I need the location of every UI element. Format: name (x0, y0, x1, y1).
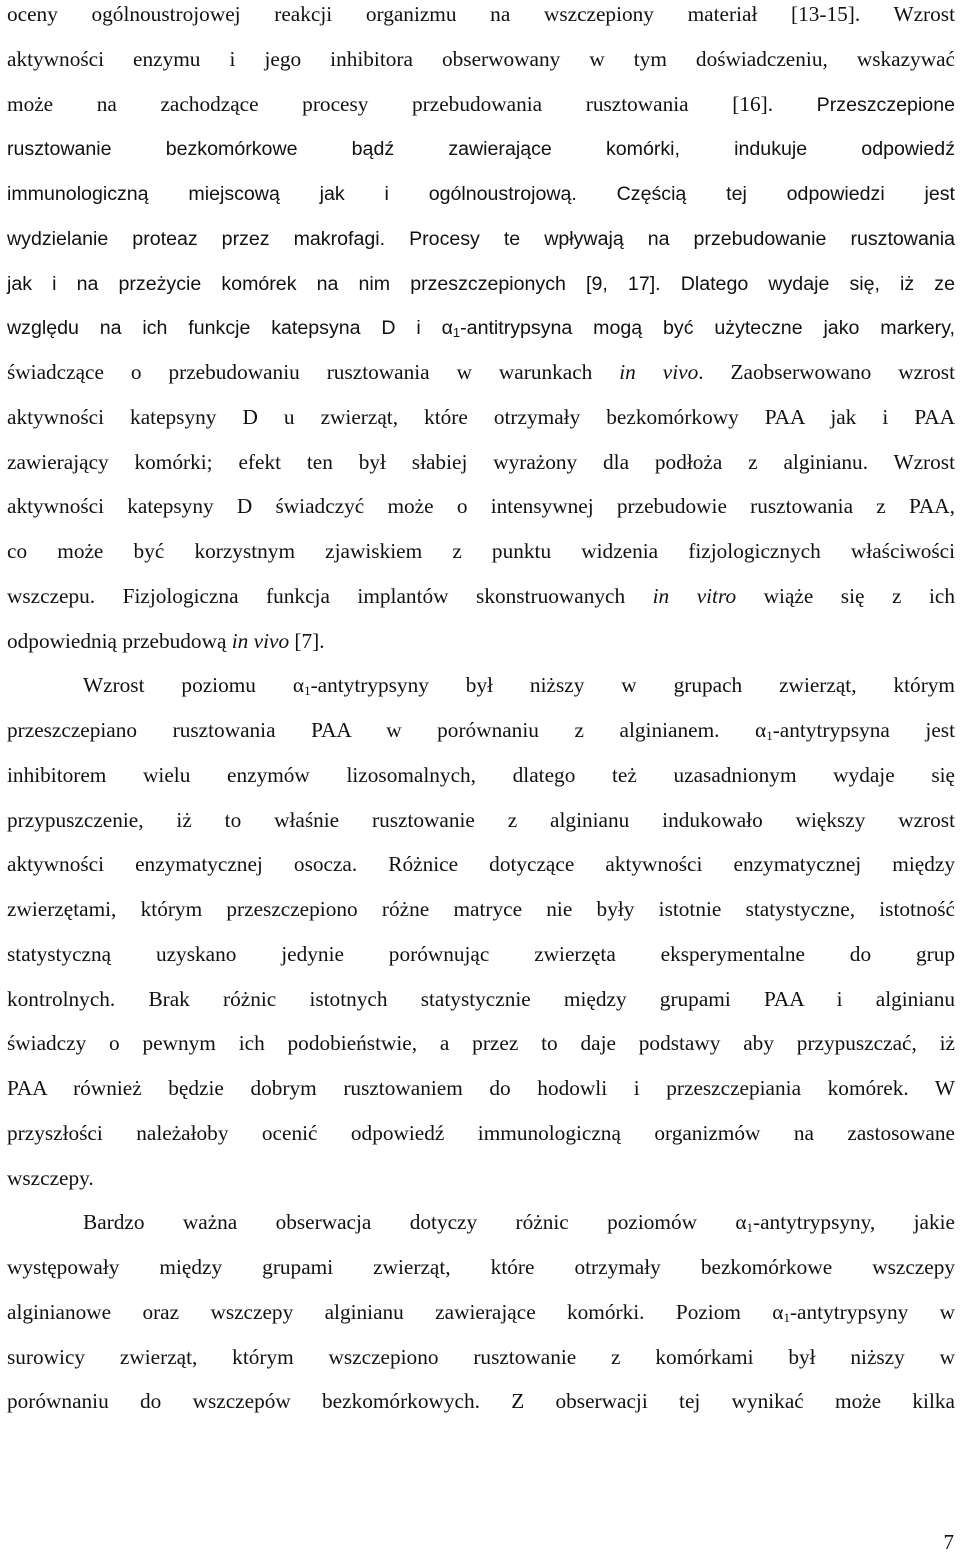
text-run: wiąże się z ich (736, 583, 955, 608)
text-run: -antytrypsyna jest (772, 718, 955, 742)
text-line (7, 358, 955, 386)
text-run: zawierający komórki; efekt ten był słabiej wyrażony dla podłoża z alginianu. Wzrost (7, 449, 955, 474)
text-line (7, 850, 955, 878)
text-line (7, 985, 955, 1013)
text-run: aktywności enzymatycznej osocza. Różnice dotyczące aktywności enzymatycznej między (7, 852, 955, 877)
text-run: aktywności enzymu i jego inhibitora obserwowany w tym doświadczeniu, wskazywać (7, 46, 955, 71)
text-line (7, 1164, 955, 1192)
text-run: przypuszczenie, iż to właśnie rusztowanie z alginianu indukowało większy wzrost (7, 807, 955, 832)
text-line (7, 403, 955, 431)
italic-text: in vivo (619, 360, 699, 384)
text-run: alginianowe oraz wszczepy alginianu zawierające komórki. Poziom α (7, 1299, 784, 1324)
text-run: statystyczną uzyskano jedynie porównując zwierzęta eksperymentalne do grup (7, 941, 955, 966)
text-line (7, 716, 955, 744)
text-line (7, 134, 955, 163)
text-run: rusztowanie bezkomórkowe bądź zawierające komórki, indukuje odpowiedź (7, 138, 955, 161)
text-run: wszczepy. (7, 1165, 94, 1190)
text-line (83, 671, 955, 699)
text-line (7, 179, 955, 208)
text-line (7, 582, 955, 610)
text-line (7, 313, 955, 342)
text-run: przyszłości należałoby ocenić odpowiedź immunologiczną organizmów na zastosowane (7, 1120, 955, 1145)
text-run: -antytrypsyny, jakie (753, 1210, 955, 1235)
italic-text: in vivo (231, 628, 290, 653)
subscript: 1 (783, 1309, 790, 1325)
text-run: Wzrost poziomu α (83, 673, 305, 698)
text-run: oceny ogólnoustrojowej reakcji organizmu na wszczepiony materiał [13-15]. Wzrost (7, 2, 955, 26)
text-run: Bardzo ważna obserwacja dotyczy różnic poziomów α (83, 1210, 747, 1235)
text-run: może na zachodzące procesy przebudowania rusztowania [16]. (7, 91, 817, 116)
text-line (7, 224, 955, 253)
subscript: 1 (766, 728, 773, 743)
text-run: PAA również będzie dobrym rusztowaniem do hodowli i przeszczepiania komórek. W (7, 1076, 955, 1100)
text-run: -antytrypsyny w (789, 1299, 955, 1324)
text-line (83, 1208, 955, 1236)
text-run: -antytrypsyny był niższy w grupach zwierząt, którym (310, 673, 956, 698)
text-line (7, 895, 955, 923)
subscript: 1 (746, 1220, 754, 1236)
text-run: . Zaobserwowano wzrost (698, 360, 955, 384)
text-run: odpowiednią przebudową (7, 628, 232, 653)
text-run: aktywności katepsyny D u zwierząt, które otrzymały bezkomórkowy PAA jak i PAA (7, 404, 955, 429)
text-line (7, 448, 955, 476)
subscript: 1 (304, 683, 311, 699)
text-line (7, 940, 955, 968)
text-line (7, 0, 955, 28)
text-run: zwierzętami, którym przeszczepiono różne matryce nie były istotnie statystyczne, istotność (7, 897, 955, 921)
text-run: co może być korzystnym zjawiskiem z punktu widzenia fizjologicznych właściwości (7, 539, 955, 563)
text-line (7, 269, 955, 298)
text-run: aktywności katepsyny D świadczyć może o intensywnej przebudowie rusztowania z PAA, (7, 494, 955, 519)
text-line (7, 1074, 955, 1102)
text-line (7, 1253, 955, 1281)
text-run: -antitrypsyna mogą być użyteczne jako markery, (460, 317, 955, 340)
text-line (7, 1029, 955, 1057)
subscript: 1 (452, 325, 461, 341)
text-run: przeszczepiano rusztowania PAA w porównaniu z alginianem. α (7, 718, 767, 742)
text-run: immunologiczną miejscową jak i ogólnoustrojową. Częścią tej odpowiedzi jest (7, 183, 955, 205)
text-line (7, 90, 955, 119)
text-run: kontrolnych. Brak różnic istotnych statystycznie między grupami PAA i alginianu (7, 986, 955, 1011)
text-line (7, 761, 955, 789)
text-line (7, 1119, 955, 1147)
text-line (7, 45, 955, 73)
page-number: 7 (943, 1530, 954, 1554)
text-line (7, 627, 955, 655)
italic-text: in vitro (652, 583, 737, 608)
text-run: porównaniu do wszczepów bezkomórkowych. Z obserwacji tej wynikać może kilka (7, 1389, 955, 1414)
text-run: względu na ich funkcje katepsyna D i α (7, 317, 453, 340)
text-run: surowicy zwierząt, którym wszczepiono rusztowanie z komórkami był niższy w (7, 1344, 955, 1369)
text-line (7, 1343, 955, 1371)
text-line (7, 1387, 955, 1415)
text-run: wszczepu. Fizjologiczna funkcja implantów skonstruowanych (7, 583, 653, 608)
text-run: Przeszczepione (816, 93, 955, 116)
text-run: świadczy o pewnym ich podobieństwie, a przez to daje podstawy aby przypuszczać, iż (7, 1031, 955, 1056)
text-line (7, 1298, 955, 1326)
text-run: jak i na przeżycie komórek na nim przeszczepionych [9, 17]. Dlatego wydaje się, iż ze (7, 272, 955, 295)
text-run: [7]. (289, 628, 325, 653)
text-run: inhibitorem wielu enzymów lizosomalnych, dlatego też uzasadnionym wydaje się (7, 762, 955, 787)
text-run: świadczące o przebudowaniu rusztowania w warunkach (7, 360, 620, 384)
text-line (7, 537, 955, 565)
text-run: występowały między grupami zwierząt, które otrzymały bezkomórkowe wszczepy (7, 1255, 955, 1279)
text-run: wydzielanie proteaz przez makrofagi. Procesy te wpływają na przebudowanie rusztowania (7, 227, 955, 250)
text-line (7, 492, 955, 520)
text-line (7, 806, 955, 834)
